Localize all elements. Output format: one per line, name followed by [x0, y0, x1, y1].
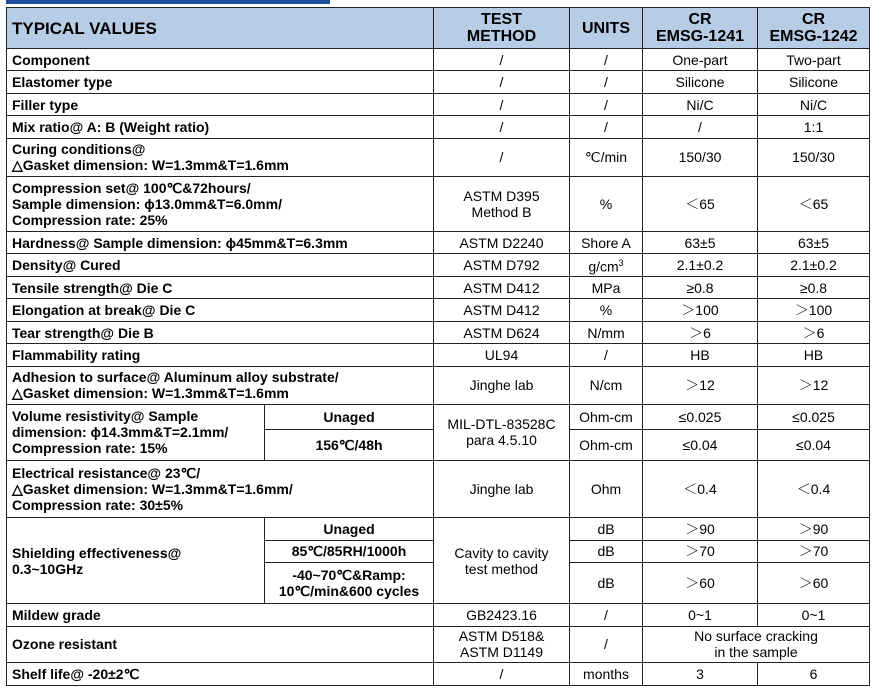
test-method: Jinghe lab: [434, 366, 570, 404]
value-emsg-1241: ＞70: [643, 540, 758, 562]
property-label: Mildew grade: [7, 604, 434, 626]
value-emsg-1241: /: [643, 116, 758, 138]
units: %: [570, 299, 643, 321]
units: Ohm: [570, 460, 643, 517]
table-row: [7, 321, 870, 343]
table-row: [7, 460, 870, 517]
units: dB: [570, 563, 643, 604]
table-row: [7, 71, 870, 93]
value-emsg-1241: ≥0.8: [643, 276, 758, 298]
table-row: [7, 138, 870, 176]
value-emsg-1242: 0~1: [758, 604, 870, 626]
header-units: UNITS: [570, 8, 643, 49]
table-row: [7, 663, 870, 686]
value-emsg-1242: Silicone: [758, 71, 870, 93]
units: months: [570, 663, 643, 686]
property-label: Density@ Cured: [7, 254, 434, 276]
value-emsg-1241: Silicone: [643, 71, 758, 93]
test-method: /: [434, 49, 570, 71]
units: dB: [570, 540, 643, 562]
value-emsg-1242: ≥0.8: [758, 276, 870, 298]
property-label: Component: [7, 49, 434, 71]
value-emsg-1242: ＜65: [758, 176, 870, 231]
value-emsg-1242: ＞6: [758, 321, 870, 343]
value-emsg-1242: ＞60: [758, 563, 870, 604]
value-emsg-1242: HB: [758, 344, 870, 366]
condition-label: Unaged: [265, 404, 434, 430]
units: /: [570, 344, 643, 366]
units: ℃/min: [570, 138, 643, 176]
test-method: ASTM D412: [434, 276, 570, 298]
value-emsg-1241: ＞90: [643, 518, 758, 540]
property-label: Tensile strength@ Die C: [7, 276, 434, 298]
test-method: UL94: [434, 344, 570, 366]
header-product-2: CR EMSG-1242: [758, 8, 870, 49]
value-emsg-1241: HB: [643, 344, 758, 366]
property-label: Ozone resistant: [7, 626, 434, 663]
typical-values-table: [6, 7, 870, 686]
value-emsg-1242: ＞12: [758, 366, 870, 404]
test-method: ASTM D792: [434, 254, 570, 276]
header-test-method: TEST METHOD: [434, 8, 570, 49]
value-emsg-1242: ≤0.025: [758, 404, 870, 430]
property-label: Electrical resistance@ 23℃/ △Gasket dimension: W=1.3mm&T=1.6mm/ Compression rate: 30±5%: [7, 460, 434, 517]
value-emsg-1242: Two-part: [758, 49, 870, 71]
property-label: Filler type: [7, 93, 434, 115]
property-label: Hardness@ Sample dimension: ϕ45mm&T=6.3mm: [7, 231, 434, 253]
test-method: /: [434, 71, 570, 93]
table-row: [7, 626, 870, 663]
table-row: [7, 49, 870, 71]
condition-label: 85℃/85RH/1000h: [265, 540, 434, 562]
table-row: [7, 366, 870, 404]
property-label: Elongation at break@ Die C: [7, 299, 434, 321]
table-row: [7, 231, 870, 253]
units: Ohm-cm: [570, 404, 643, 430]
value-emsg-1241: 3: [643, 663, 758, 686]
test-method: ASTM D518& ASTM D1149: [434, 626, 570, 663]
property-label: Elastomer type: [7, 71, 434, 93]
value-emsg-1242: 1:1: [758, 116, 870, 138]
value-emsg-1242: 150/30: [758, 138, 870, 176]
test-method: /: [434, 116, 570, 138]
test-method: MIL-DTL-83528C para 4.5.10: [434, 404, 570, 460]
units: N/cm: [570, 366, 643, 404]
test-method: ASTM D2240: [434, 231, 570, 253]
units: /: [570, 71, 643, 93]
top-accent-bar: [6, 0, 330, 4]
property-label: Shielding effectiveness@ 0.3~10GHz: [7, 518, 265, 604]
test-method: ASTM D412: [434, 299, 570, 321]
value-emsg-1242: ＞100: [758, 299, 870, 321]
table-row: [7, 176, 870, 231]
value-emsg-1241: ＞100: [643, 299, 758, 321]
test-method: /: [434, 93, 570, 115]
units: Ohm-cm: [570, 430, 643, 461]
header-row: [7, 8, 870, 49]
value-emsg-1242: ≤0.04: [758, 430, 870, 461]
units: /: [570, 49, 643, 71]
units: /: [570, 626, 643, 663]
value-emsg-1242: ＜0.4: [758, 460, 870, 517]
table-row: [7, 254, 870, 276]
table-row: [7, 299, 870, 321]
table-row: [7, 404, 870, 430]
table-row: [7, 518, 870, 540]
property-label: Compression set@ 100℃&72hours/ Sample dimension: ϕ13.0mm&T=6.0mm/ Compression rate: 25%: [7, 176, 434, 231]
units: /: [570, 604, 643, 626]
header-typical-values: TYPICAL VALUES: [7, 8, 434, 49]
value-emsg-1241: ≤0.025: [643, 404, 758, 430]
value-emsg-1241: One-part: [643, 49, 758, 71]
units: /: [570, 93, 643, 115]
value-emsg-1242: ＞90: [758, 518, 870, 540]
value-emsg-1242: ＞70: [758, 540, 870, 562]
value-emsg-1241: ≤0.04: [643, 430, 758, 461]
value-emsg-1242: 2.1±0.2: [758, 254, 870, 276]
value-emsg-1241: 63±5: [643, 231, 758, 253]
test-method: ASTM D624: [434, 321, 570, 343]
property-label: Shelf life@ -20±2℃: [7, 663, 434, 686]
value-emsg-1242: Ni/C: [758, 93, 870, 115]
property-label: Mix ratio@ A: B (Weight ratio): [7, 116, 434, 138]
table-row: [7, 93, 870, 115]
condition-label: Unaged: [265, 518, 434, 540]
condition-label: -40~70℃&Ramp: 10℃/min&600 cycles: [265, 563, 434, 604]
value-shared: No surface cracking in the sample: [643, 626, 870, 663]
table-row: [7, 116, 870, 138]
value-emsg-1241: 2.1±0.2: [643, 254, 758, 276]
value-emsg-1242: 63±5: [758, 231, 870, 253]
property-label: Flammability rating: [7, 344, 434, 366]
units: MPa: [570, 276, 643, 298]
units: %: [570, 176, 643, 231]
test-method: ASTM D395 Method B: [434, 176, 570, 231]
units: /: [570, 116, 643, 138]
value-emsg-1241: ＜0.4: [643, 460, 758, 517]
table-row: [7, 276, 870, 298]
property-label: Tear strength@ Die B: [7, 321, 434, 343]
test-method: /: [434, 138, 570, 176]
value-emsg-1241: ＞6: [643, 321, 758, 343]
property-label: Curing conditions@ △Gasket dimension: W=1.3mm&T=1.6mm: [7, 138, 434, 176]
units: $g/cm^3$: [570, 254, 643, 276]
units: dB: [570, 518, 643, 540]
value-emsg-1242: 6: [758, 663, 870, 686]
value-emsg-1241: 150/30: [643, 138, 758, 176]
test-method: GB2423.16: [434, 604, 570, 626]
condition-label: 156℃/48h: [265, 430, 434, 461]
units: Shore A: [570, 231, 643, 253]
property-label: Volume resistivity@ Sample dimension: ϕ14.3mm&T=2.1mm/ Compression rate: 15%: [7, 404, 265, 460]
table-row: [7, 604, 870, 626]
test-method: /: [434, 663, 570, 686]
units: N/mm: [570, 321, 643, 343]
value-emsg-1241: ＞12: [643, 366, 758, 404]
value-emsg-1241: 0~1: [643, 604, 758, 626]
table-row: [7, 344, 870, 366]
value-emsg-1241: ＜65: [643, 176, 758, 231]
value-emsg-1241: ＞60: [643, 563, 758, 604]
property-label: Adhesion to surface@ Aluminum alloy substrate/ △Gasket dimension: W=1.3mm&T=1.6mm: [7, 366, 434, 404]
test-method: Jinghe lab: [434, 460, 570, 517]
test-method: Cavity to cavity test method: [434, 518, 570, 604]
value-emsg-1241: Ni/C: [643, 93, 758, 115]
header-product-1: CR EMSG-1241: [643, 8, 758, 49]
